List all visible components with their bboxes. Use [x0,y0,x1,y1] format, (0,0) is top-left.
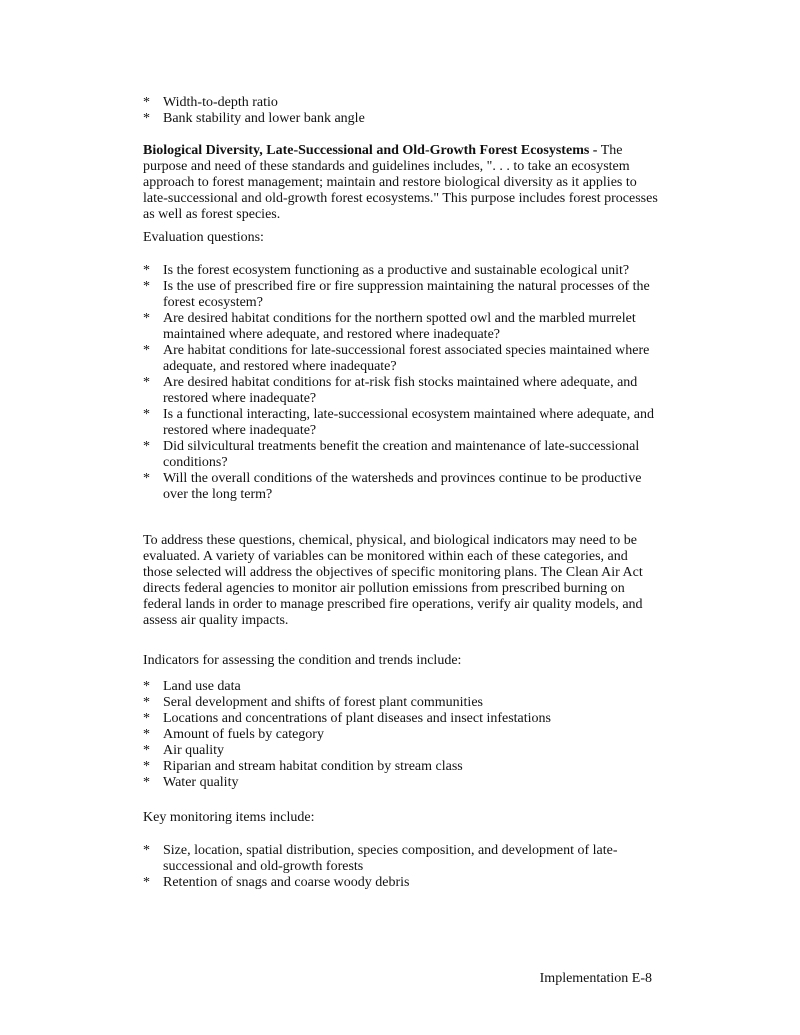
list-item [143,875,658,891]
bullet-asterisk: * [143,743,150,758]
list-item [143,727,658,743]
list-item-text: Are desired habitat conditions for at-risk fish stocks maintained where adequate, and restored where inadequate? [163,375,638,406]
list-item [143,279,658,311]
list-item [143,263,658,279]
list-item [143,471,658,503]
list-item-text: Is the forest ecosystem functioning as a productive and sustainable ecological unit? [163,263,630,278]
bullet-asterisk: * [143,279,150,294]
bullet-asterisk: * [143,875,150,890]
list-item-text: Seral development and shifts of forest plant communities [163,695,483,710]
indicators-list [143,679,658,791]
bullet-asterisk: * [143,343,150,358]
list-item-text: Are habitat conditions for late-successional forest associated species maintained where adequate, and restored where inadequate? [163,343,650,374]
section-heading: Biological Diversity, Late-Successional and Old-Growth Forest Ecosystems - [143,143,598,158]
list-item [143,439,658,471]
list-item [143,695,658,711]
bullet-asterisk: * [143,775,150,790]
list-item [143,311,658,343]
list-item-text: Size, location, spatial distribution, species composition, and development of late-successional and old-growth forests [163,843,618,874]
bullet-asterisk: * [143,759,150,774]
list-item [143,775,658,791]
address-paragraph: To address these questions, chemical, physical, and biological indicators may need to be evaluated. A variety of variables can be monitored within each of these categories, and those selected will address the objectives of specific monitoring plans. The Clean Air Act directs federal agencies to monitor air pollution emissions from prescribed burning on federal lands in order to manage prescribed fire operations, verify air quality models, and assess air quality impacts. [143,533,643,628]
bullet-asterisk: * [143,95,150,110]
list-item-text: Bank stability and lower bank angle [163,111,365,126]
bullet-asterisk: * [143,263,150,278]
bullet-asterisk: * [143,439,150,454]
bullet-asterisk: * [143,311,150,326]
list-item-text: Will the overall conditions of the watersheds and provinces continue to be productive over the long term? [163,471,642,502]
key-items-label: Key monitoring items include: [143,810,315,825]
key-items-list [143,843,658,891]
list-item-text: Did silvicultural treatments benefit the creation and maintenance of late-successional conditions? [163,439,640,470]
bullet-asterisk: * [143,111,150,126]
list-item-text: Amount of fuels by category [163,727,324,742]
evaluation-questions-list [143,263,658,503]
page-footer: Implementation E-8 [539,971,652,986]
list-item-text: Air quality [163,743,225,758]
list-item-text: Riparian and stream habitat condition by stream class [163,759,463,774]
bullet-asterisk: * [143,679,150,694]
list-item [143,743,658,759]
bullet-asterisk: * [143,727,150,742]
list-item-text: Is the use of prescribed fire or fire suppression maintaining the natural processes of the forest ecosystem? [163,279,650,310]
list-item-text: Locations and concentrations of plant diseases and insect infestations [163,711,552,726]
list-item-text: Are desired habitat conditions for the northern spotted owl and the marbled murrelet maintained where adequate, and restored where inadequate? [163,311,636,342]
list-item [143,759,658,775]
bio-diversity-paragraph [143,143,658,223]
indicators-label: Indicators for assessing the condition and trends include: [143,653,462,668]
bullet-asterisk: * [143,843,150,858]
list-item-text: Water quality [163,775,239,790]
list-item [143,111,658,127]
list-item [143,679,658,695]
list-item [143,711,658,727]
list-item [143,407,658,439]
bullet-asterisk: * [143,695,150,710]
stream-criteria-list [143,95,658,127]
list-item [143,343,658,375]
list-item-text: Retention of snags and coarse woody debris [163,875,410,890]
list-item [143,375,658,407]
list-item-text: Width-to-depth ratio [163,95,278,110]
evaluation-label: Evaluation questions: [143,230,264,245]
list-item-text: Land use data [163,679,241,694]
list-item [143,843,658,875]
section-text: The purpose and need of these standards and guidelines includes, ". . . to take an ecosystem approach to forest management; maintain and restore biological diversity as it applies to late-successional and old-growth forest ecosystems." This purpose includes forest processes as well as forest species. [143,143,658,222]
bullet-asterisk: * [143,375,150,390]
list-item [143,95,658,111]
bullet-asterisk: * [143,711,150,726]
bullet-asterisk: * [143,407,150,422]
list-item-text: Is a functional interacting, late-successional ecosystem maintained where adequate, and restored where inadequate? [163,407,654,438]
bullet-asterisk: * [143,471,150,486]
